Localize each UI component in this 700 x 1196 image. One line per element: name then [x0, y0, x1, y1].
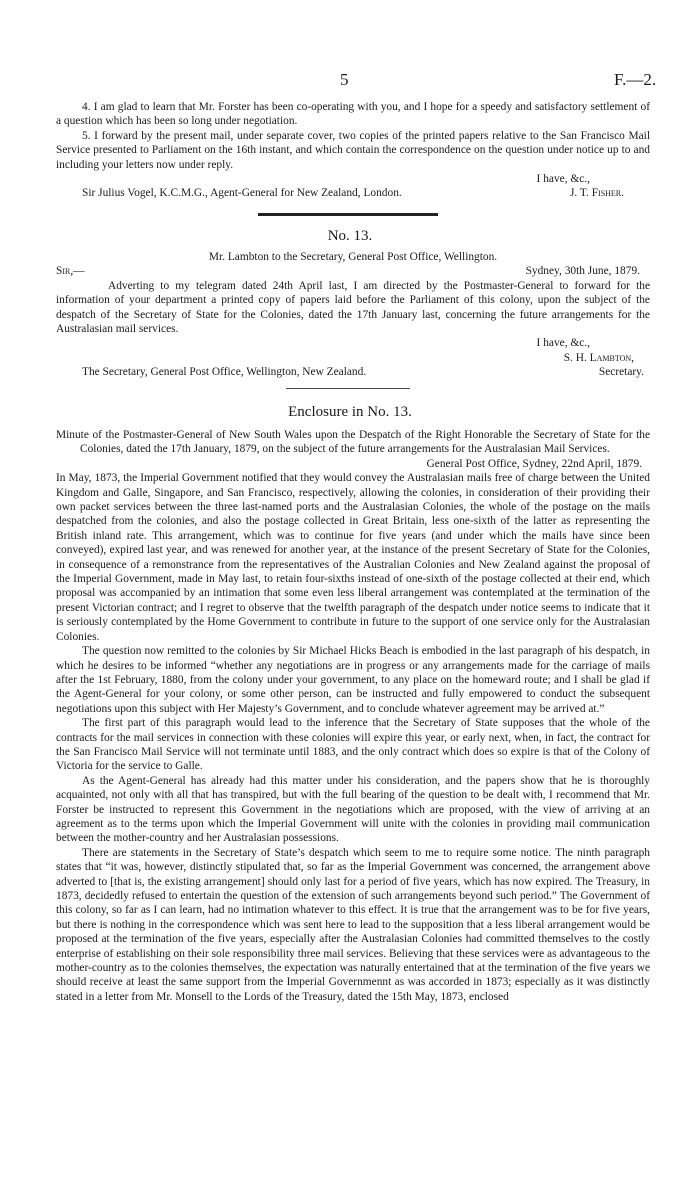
no13-salutation: Sir,— [56, 265, 85, 278]
intro-section [56, 100, 650, 201]
section-divider-heavy [258, 213, 438, 216]
no13-heading: Mr. Lambton to the Secretary, General Post Office, Wellington. [208, 251, 498, 263]
no13-letter [56, 250, 650, 380]
intro-paragraph-5: 5. I forward by the present mail, under separate cover, two copies of the printed papers relative to the San Francisco Mail Service presented to Parliament on the 16th instant, and which contain the correspondence on the question under notice up to and including your letters now under reply. [56, 129, 650, 171]
no13-dateline: Sydney, 30th June, 1879. [525, 265, 640, 278]
enclosure-paragraph-5: There are statements in the Secretary of State’s despatch which seem to me to require some notice. The ninth paragraph states that “it was, however, distinctly stipulated that, so far as the Imperial Government was concerned, the arrangement above adverted to [that is, the existing arrangement] should only last for a period of five years, which has now expired. The Treasury, in 1873, decidedly refused to entertain the question of the extension of such arrangements beyond such period.” The Government of this colony, so far as I can learn, had no intimation whatever to this effect. It is true that the arrangement was to be for five years, but there is nothing in the correspondence which was sent here to lead to the supposition that a less liberal arrangement would be proposed at the termination of the five years, especially after the Australasian Colonies had committed themselves to the costly enterprise of establishing on their sole responsibility three mail services. Believing that these services were as advantageous to the mother-country as to the colonies themselves, the expectation was naturally entertained that at the termination of the five years we should receive at least the same support from the Imperial Governmennt as was accorded in 1873; especially as it was distinctly stated in a letter from Mr. Monsell to the Lords of the Treasury, dated the 15th May, 1873, enclosed [56, 846, 650, 1003]
no13-body: Adverting to my telegram dated 24th April last, I am directed by the Postmaster-General to forward for the information of your department a printed copy of papers laid before the Parliament of this colony, upon the subject of the despatch of the Secretary of State for the Colonies, dated the 17th January last, concerning the future arrangements for the Australasian mail services. [56, 279, 650, 336]
enclosure-dateline: General Post Office, Sydney, 22nd April, 1879. [426, 457, 642, 470]
enclosure-title: Enclosure in No. 13. [288, 404, 412, 420]
intro-addressee: Sir Julius Vogel, K.C.M.G., Agent-General for New Zealand, London. [82, 187, 402, 200]
document-reference: F.—2. [614, 70, 657, 89]
intro-paragraph-4: 4. I am glad to learn that Mr. Forster has been co-operating with you, and I hope for a speedy and satisfactory settlement of a question which has been so long under negotiation. [56, 101, 650, 128]
intro-closing: I have, &c., [536, 173, 590, 186]
no13-signer-title: Secretary. [598, 366, 644, 379]
enclosure-section [56, 428, 650, 1004]
no13-title: No. 13. [327, 228, 373, 244]
enclosure-minute: Minute of the Postmaster-General of New South Wales upon the Despatch of the Right Honorable the Secretary of State for the Colonies, dated the 17th January, 1879, on the subject of the future arrangements for the Australasian Mail Services. [56, 429, 650, 456]
no13-addressee: The Secretary, General Post Office, Wellington, New Zealand. [82, 366, 367, 379]
section-divider-light [286, 388, 410, 389]
intro-signer: J. T. Fisher. [569, 187, 624, 200]
no13-closing: I have, &c., [536, 337, 590, 350]
enclosure-paragraph-2: The question now remitted to the colonies by Sir Michael Hicks Beach is embodied in the last paragraph of his despatch, in which he desires to be informed “whether any negotiations are in progress or any arrangements made for the carriage of mails after the 1st February, 1880, from the colony under your government, to any place on the homeward route; and I shall be glad if the Agent-General for your colony, or some other person, can be instructed and fully empowered to conduct the subsequent negotiations upon this subject with Her Majesty’s Government, and to conclude whatever agreement may be arrived at.” [56, 645, 650, 715]
enclosure-paragraph-3: The first part of this paragraph would lead to the inference that the Secretary of State supposes that the whole of the contracts for the mail services in connection with these colonies will expire this year, or early next, when, in fact, the contract for the San Francisco Mail Service will not terminate until 1883, and the only contract which does so expire is that of the Colony of Victoria for the service to Galle. [56, 717, 650, 773]
enclosure-paragraph-4: As the Agent-General has already had this matter under his consideration, and the papers show that he is thoroughly acquainted, not only with all that has transpired, but with the full bearing of the question to be dealt with, I recommend that Mr. Forster be instructed to represent this Government in the negotiations which are proposed, with the view of arriving at an agreement as to the terms upon which the Imperial Government will unite with the colonies in providing mail communication between the mother-country and her Australasian possessions. [56, 774, 650, 845]
page-number: 5 [340, 70, 349, 89]
no13-signer: S. H. Lambton, [563, 351, 634, 364]
enclosure-paragraph-1: In May, 1873, the Imperial Government notified that they would convey the Australasian mails free of charge between the United Kingdom and Galle, Singapore, and San Francisco, respectively, allowing the colonies, in consideration of their providing their own packet services between the three last-named ports and the Australasian Colonies, the whole of the postage on the mails despatched from the colonies, and also the postage collected in Great Britain, less one-sixth of the latter as representing the British inland rate. This arrangement, which was to continue for five years (and under which the mails have since been conveyed), expired last year, and was renewed for another year, at the instance of the present Secretary of State for the Colonies, in consequence of a remonstrance from the representatives of the Australian Colonies and New Zealand against the proposal of the Imperial Government, made in May last, to retain four-sixths instead of one-sixth of the postage collected at their end, which proposal was accompanied by an intimation that some even less liberal arrangement was contemplated at the termination of the present Victorian contract; and I regret to observe that the twelfth paragraph of the despatch under notice seems to indicate that it is seriously contemplated by the Home Government to contribute in future to the support of one service only for the Australasian Colonies. [56, 472, 650, 643]
